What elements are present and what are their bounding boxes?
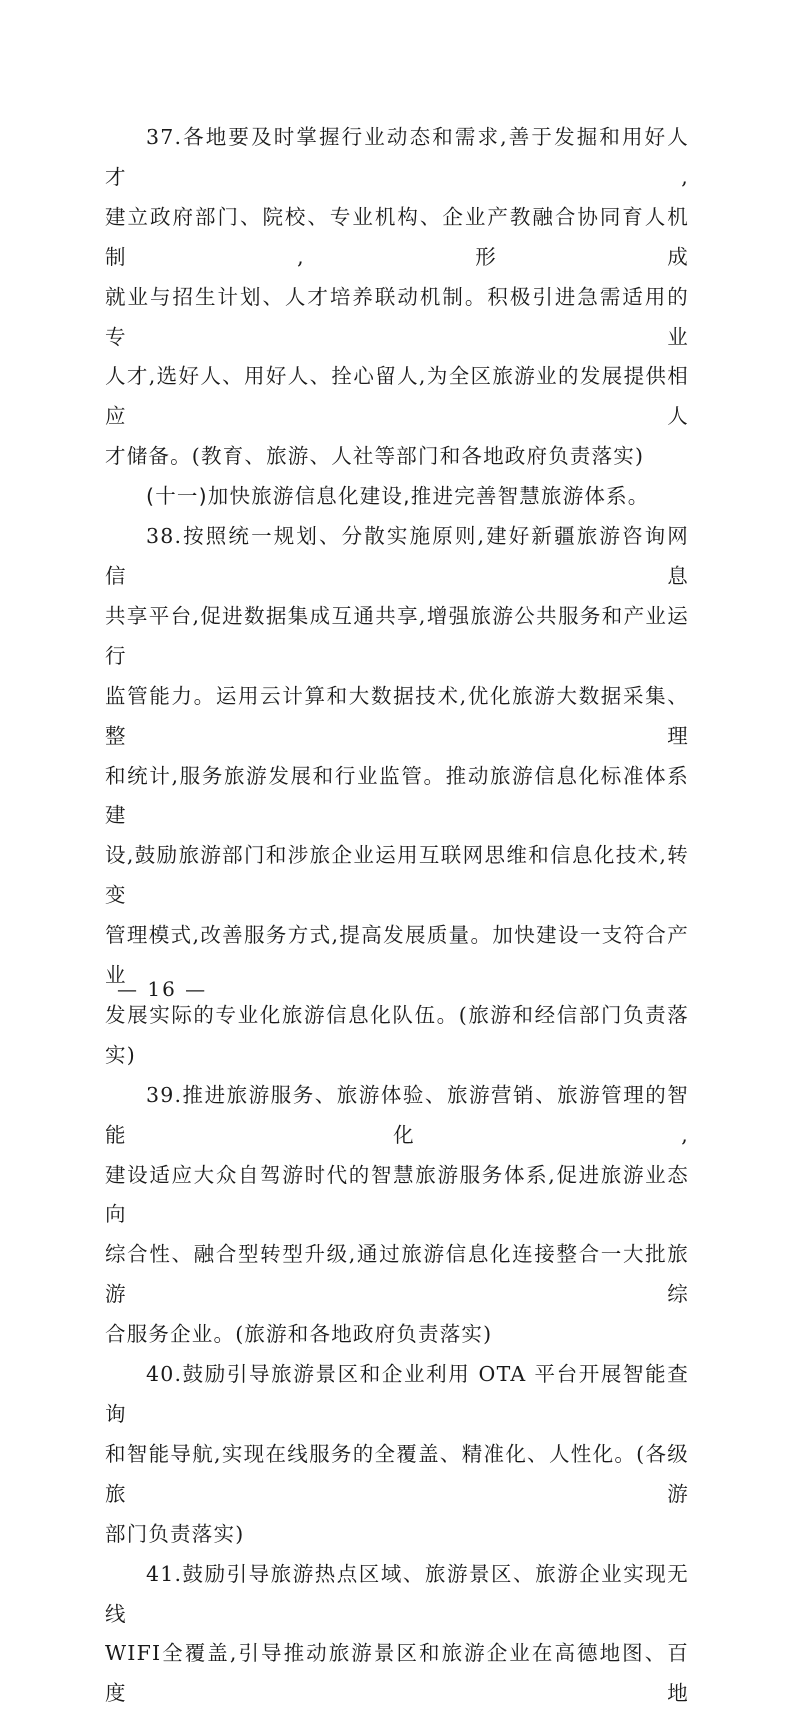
paragraph-line: 合服务企业。(旅游和各地政府负责落实) — [105, 1322, 493, 1347]
section-heading: (十一)加快旅游信息化建设,推进完善智慧旅游体系。 — [146, 484, 650, 509]
paragraph-line: 综合性、融合型转型升级,通过旅游信息化连接整合一大批旅游综 — [105, 1242, 689, 1307]
paragraph-line: 部门负责落实) — [105, 1521, 245, 1546]
paragraph-line: 设,鼓励旅游部门和涉旅企业运用互联网思维和信息化技术,转变 — [105, 843, 689, 908]
page-number: — 16 — — [117, 977, 208, 1001]
paragraph-line: 37.各地要及时掌握行业动态和需求,善于发掘和用好人才, — [105, 125, 689, 189]
paragraph-line: 就业与招生计划、人才培养联动机制。积极引进急需适用的专业 — [105, 284, 689, 349]
paragraph-line: 和智能导航,实现在线服务的全覆盖、精准化、人性化。(各级旅游 — [105, 1441, 689, 1506]
body-text — [105, 118, 689, 1714]
paragraph-line: 共享平台,促进数据集成互通共享,增强旅游公共服务和产业运行 — [105, 603, 689, 668]
paragraph-line: 监管能力。运用云计算和大数据技术,优化旅游大数据采集、整理 — [105, 683, 689, 748]
paragraph-line: 39.推进旅游服务、旅游体验、旅游营销、旅游管理的智能化, — [105, 1082, 689, 1147]
paragraph-line: 建设适应大众自驾游时代的智慧旅游服务体系,促进旅游业态向 — [105, 1162, 689, 1227]
paragraph-line: 41.鼓励引导旅游热点区域、旅游景区、旅游企业实现无线 — [105, 1561, 689, 1626]
paragraph-line: 和统计,服务旅游发展和行业监管。推动旅游信息化标准体系建 — [105, 763, 689, 828]
paragraph-line: 发展实际的专业化旅游信息化队伍。(旅游和经信部门负责落实) — [105, 1002, 689, 1067]
paragraph-line: 建立政府部门、院校、专业机构、企业产教融合协同育人机制,形成 — [105, 204, 689, 269]
paragraph-line: 管理模式,改善服务方式,提高发展质量。加快建设一支符合产业 — [105, 923, 689, 988]
paragraph-line: 40.鼓励引导旅游景区和企业利用 OTA 平台开展智能查询 — [105, 1362, 689, 1426]
paragraph-line: 人才,选好人、用好人、拴心留人,为全区旅游业的发展提供相应人 — [105, 364, 689, 429]
paragraph-line: WIFI全覆盖,引导推动旅游景区和旅游企业在高德地图、百度地 — [105, 1641, 689, 1706]
paragraph-line: 才储备。(教育、旅游、人社等部门和各地政府负责落实) — [105, 444, 645, 469]
paragraph-line: 38.按照统一规划、分散实施原则,建好新疆旅游咨询网信息 — [105, 524, 689, 588]
